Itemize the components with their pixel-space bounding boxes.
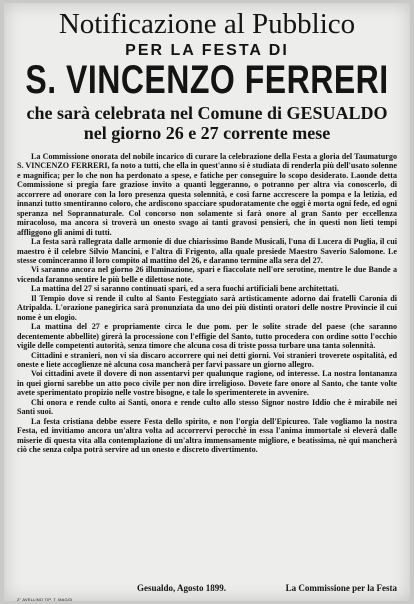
poster-body bbox=[17, 152, 397, 455]
paragraph: La festa sarà rallegrata dalle armonie di due chiarissimo Bande Musicali, l'una di Lucera di Puglia, il cui maestro è il celebre Silvio Mancini, e l'altra di Frigento, alla quale presiede Maestro Saverio Salomone. Le stesse cominceranno il loro compito al mattino del 26, e daranno termine alla sera del 27. bbox=[17, 237, 397, 265]
poster-title: Notificazione al Pubblico bbox=[58, 8, 356, 40]
signature: La Commissione per la Festa bbox=[285, 583, 397, 593]
paragraph: Vi saranno ancora nel giorno 26 illuminazione, spari e fiaccolate nell'ore serotine, mentre le due Bande a vicenda faranno sentire le più belle e dilettose note. bbox=[17, 265, 397, 284]
paragraph: La Commissione onorata del nobile incarico di curare la celebrazione della Festa a gloria del Taumaturgo S. VINCENZO FERRERI, fa noto a tutti, che ella in quest'anno si è studiata di renderla più dell'usato solenne e magnifica; per lo che non ha perdonato a spese, e fatiche per conseguire lo scopo desiderato. Laonde detta Commissione si pregia fare graziose invito a quanti leggeranno, o potranno per altra via conoscerlo, di accorrere ad onorare con la loro presenza questa solennità, e così farne accrescere la pompa e la letizia, ed innanzi tutto smentiranno coloro, che ardiscono spacciare spudoratamente che oggi è morta ogni fede, ed ogni speranza nel Soprannaturale. Col concorso non solamente si farà onore al gran Santo per eccellenza miracoloso, ma ancora si troverà un onesto svago ai tanti gravosi pensieri, che in questi non lieti tempi affliggono gli animi di tutti. bbox=[17, 152, 397, 237]
poster-header bbox=[4, 10, 410, 142]
paragraph: La festa cristiana debbe essere Festa dello spirito, e non l'orgia dell'Epicureo. Tale vogliamo la nostra Festa, ed invitiamo ancora un'altra volta ad accorrervi perocchè in essa l'anima immortale si eleverà dalle miserie di questa vita alla contemplazione di un'altra immensamente migliore, e beatissima, nè qui mancherà ciò che senza colpa potrà servire ad un onesto e discreto divertimento. bbox=[17, 416, 397, 455]
saint-name: S. VINCENZO FERRERI bbox=[25, 56, 389, 102]
poster-subtitle: PER LA FESTA DI bbox=[125, 42, 289, 59]
paragraph: La mattina del 27 e propriamente circa le due pom. per le solite strade del paese (che saranno decentemente abbellite) girerà la processione con l'effigie del Santo, tutto procedera con ordine sotto l'occhio vigile delle competenti autorità, senza timore che alcuna cosa di triste possa turbare una tanta solennità. bbox=[17, 322, 397, 351]
location-line: che sarà celebrata nel Comune di GESUALDO bbox=[26, 103, 388, 123]
paragraph: Chi onora e rende culto ai Santi, onora e rende culto allo stesso Signor nostro Iddio che è mirabile nei Santi suoi. bbox=[17, 397, 397, 417]
paragraph: Cittadini e stranieri, non vi sia discaro accorrere qui nei detti giorni. Voi stranieri troverete ospitalità, ed oneste e liete accoglienze nè alcuna cosa mancherà per farvi passare un giorno allegro. bbox=[17, 350, 397, 369]
paragraph: Il Tempio dove si rende il culto al Santo Festeggiato sarà artisticamente adorno dai fratelli Caronia di Atripalda. L'orazione panegirica sarà pronunziata da uno dei più distinti oratori delle nostre Provincie il cui nome è un elogio. bbox=[17, 293, 397, 322]
poster-footer bbox=[17, 583, 397, 595]
printer-credit: 2° AVELLINO TIP. T. MAGGI bbox=[17, 597, 73, 601]
date-line: nel giorno 26 e 27 corrente mese bbox=[83, 123, 331, 143]
poster bbox=[4, 3, 410, 601]
paragraph: Voi cittadini avete il dovere di non assentarvi per qualunque ragione, od interesse. La nostra lontananza in quei giorni sarebbe un atto poco civile per non dire irreligioso. Dovete fare onore al Santo, che tante volte avete sperimentato propizio nelle vostre bisogne, e tale lo sperimenterete in avvenire. bbox=[17, 369, 397, 398]
paragraph: La mattina del 27 si saranno continuati spari, ed a sera fuochi artificiali bene architettati. bbox=[31, 284, 339, 294]
place-date: Gesualdo, Agosto 1899. bbox=[137, 583, 227, 593]
